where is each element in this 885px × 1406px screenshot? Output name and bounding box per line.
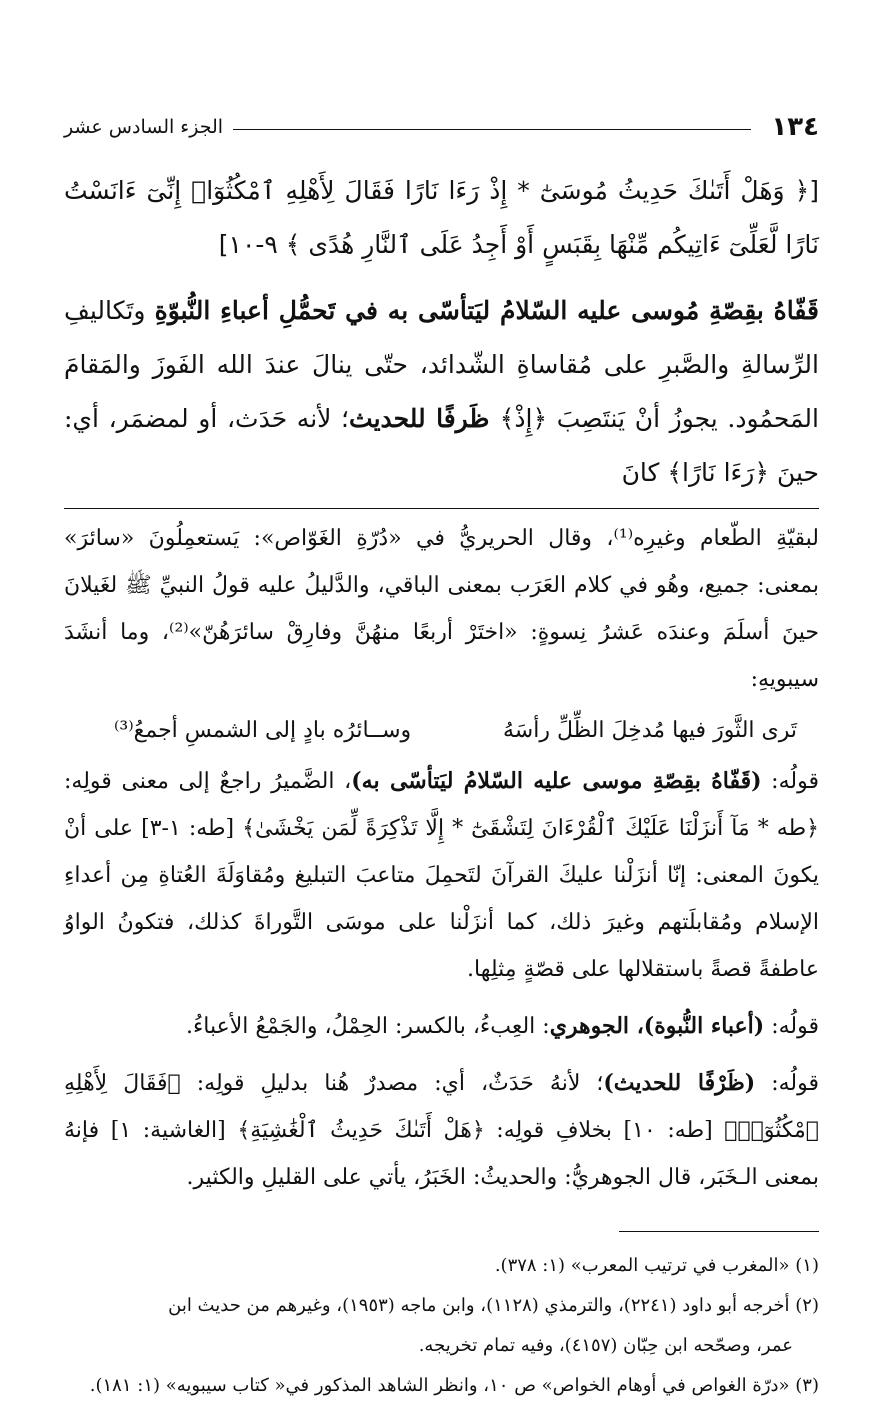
main-paragraph bbox=[64, 284, 819, 500]
commentary bbox=[64, 515, 819, 1201]
commentary-note-3 bbox=[64, 1060, 819, 1201]
note-label: قولُه: bbox=[761, 769, 819, 794]
poem-hemistich-1: تَرى الثَّورَ فيها مُدخِلَ الظِّلِّ رأسَهُ bbox=[503, 718, 797, 743]
commentary-note-1 bbox=[64, 758, 819, 993]
verse-line-1: [﴿ وَهَلْ أَتَىٰكَ حَدِيثُ مُوسَىٰٓ * إِذْ رَءَا نَارًا فَقَالَ لِأَهْلِهِ ٱمْكُثُوٓا۟ إِنِّىٓ ءَانَسْتُ نَارًا لَّعَلِّىٓ bbox=[64, 176, 819, 259]
note-label: قولُه: bbox=[764, 1014, 819, 1039]
footnote-2: (٢) أخرجه أبو داود (٢٢٤١)، والترمذي (١١٢٨)، وابن ماجه (١٩٥٣)، وغيرهم من حديث ابن bbox=[168, 1295, 819, 1316]
main-text-segment: وتَكاليفِ الرِّسالةِ والصَّبرِ على مُقاساةِ الشّدائد، حتّى ينالَ عندَ الله الفَوزَ والمَقامَ المَحمُود. يجوزُ أنْ يَنتَصِبَ bbox=[64, 296, 819, 433]
note-text: : العِبءُ، بالكسر: الحِمْلُ، والجَمْعُ الأعباءُ. bbox=[185, 1014, 550, 1039]
quran-verse bbox=[64, 164, 819, 272]
note-text: ؛ لأنهُ حَدَثٌ، أي: مصدرٌ هُنا بدليلِ قولِه: ﴿فَقَالَ لِأَهْلِهِ ٱمْكُثُوٓا۟﴾ [طه: ١٠] بخلافِ قولِه: ﴿هَلْ أَتَىٰكَ حَدِيثُ ٱلْغَٰشِيَةِ﴾ [الغاشية: ١] فإنهُ بمعنى الـخَبَر، قال الجوهريُّ: والحديثُ: الخَبَرُ، يأتي على القليلِ والكثير. bbox=[64, 1071, 819, 1190]
page-number: ١٣٤ bbox=[771, 112, 819, 142]
main-text-segment-3: كانَ bbox=[621, 458, 668, 487]
footnote-3: (٣) «درّة الغواص في أوهام الخواص» ص ١٠، وانظر الشاهد المذكور في« كتاب سيبويه» (١: ١٨١). bbox=[89, 1375, 819, 1396]
footnote-1: (١) «المغرب في ترتيب المعرب» (١: ٣٧٨). bbox=[494, 1255, 819, 1276]
commentary-continuation: لبقيّةِ الطّعام وغيرِه⁽¹⁾، وقال الحريريُّ في «دُرّةِ الغَوّاص»: يَستعمِلُونَ «سائرَ» بمعنى: جميع، وهُو في كلام العَرَب بمعنى الباقي، والدَّليلُ عليه قولُ النبيِّ ﷺ لغَيلانَ حينَ أسلَمَ وعندَه عَشرُ نِسوةٍ: «اختَرْ أربعًا منهُنَّ وفارِقْ سائرَهُنّ»⁽²⁾، وما أنشَدَ سيبويهِ: bbox=[64, 526, 820, 692]
footnote-2-continuation: عمر، وصحّحه ابن حِبّان (٤١٥٧)، وفيه تمام تخريجه. bbox=[418, 1335, 793, 1356]
main-bold-phrase: قَفّاهُ بقِصّةِ مُوسى عليه السّلامُ ليَتأسّى به في تَحمُّلِ أعباءِ النُّبوّةِ bbox=[154, 296, 819, 325]
poem-verse bbox=[64, 703, 819, 758]
verse-line-2: ءَاتِيكُم مِّنْهَا بِقَبَسٍ أَوْ أَجِدُ عَلَى ٱلنَّارِ هُدًى ﴾ ٩-١٠] bbox=[218, 230, 721, 259]
main-bold-phrase-2: ظَرفًا للحديث bbox=[349, 404, 500, 433]
main-text bbox=[64, 164, 819, 500]
quran-inline: ﴿إِذْ﴾ bbox=[499, 404, 548, 433]
poem-hemistich-2: وســائرُه بادٍ إلى الشمسِ أجمعُ⁽³⁾ bbox=[114, 718, 412, 743]
footnotes bbox=[64, 1246, 819, 1406]
spacer bbox=[64, 272, 819, 284]
page-header bbox=[64, 108, 819, 146]
commentary-note-2 bbox=[64, 1003, 819, 1050]
note-text: ، الضَّميرُ راجعٌ إلى معنى قولِه: ﴿طه * مَآ أَنزَلْنَا عَلَيْكَ ٱلْقُرْءَانَ لِتَشْقَىٰٓ * إِلَّا تَذْكِرَةً لِّمَن يَخْشَىٰ﴾ [طه: ١-٣] على أنْ يكونَ المعنى: إنّا أنزَلْنا عليكَ القرآنَ لتَحمِلَ متاعبَ التبليغ ومُقاوَلَةَ العُتاةِ مِن أعداءِ الإسلام ومُقابلَتهم وغيرَ ذلك، كما أنزَلْنا على موسَى التَّوراةَ كذلك، فتكونُ الواوُ عاطفةً قصةً باستقلالها على قصّةٍ مِثلِها. bbox=[64, 769, 819, 982]
note-bold-lemma: (قَفّاهُ بقِصّةِ موسى عليه السّلامُ ليَتأسّى به) bbox=[351, 768, 762, 794]
header-rule bbox=[233, 129, 751, 130]
note-label: قولُه: bbox=[755, 1071, 819, 1096]
section-divider bbox=[64, 508, 819, 509]
main-text-segment-2: ؛ لأنه حَدَث، أو لمضمَر، أي: حينَ bbox=[64, 404, 819, 487]
footnote-divider bbox=[619, 1231, 819, 1232]
quran-inline-2: ﴿رَءَا نَارًا﴾ bbox=[667, 458, 770, 487]
note-bold-lemma: (أعباء النُّبوة)، الجوهري bbox=[549, 1013, 765, 1039]
running-title: الجزء السادس عشر bbox=[64, 116, 224, 138]
book-page bbox=[64, 108, 819, 1406]
note-bold-lemma: (ظَرْفًا للحديث) bbox=[603, 1070, 756, 1096]
